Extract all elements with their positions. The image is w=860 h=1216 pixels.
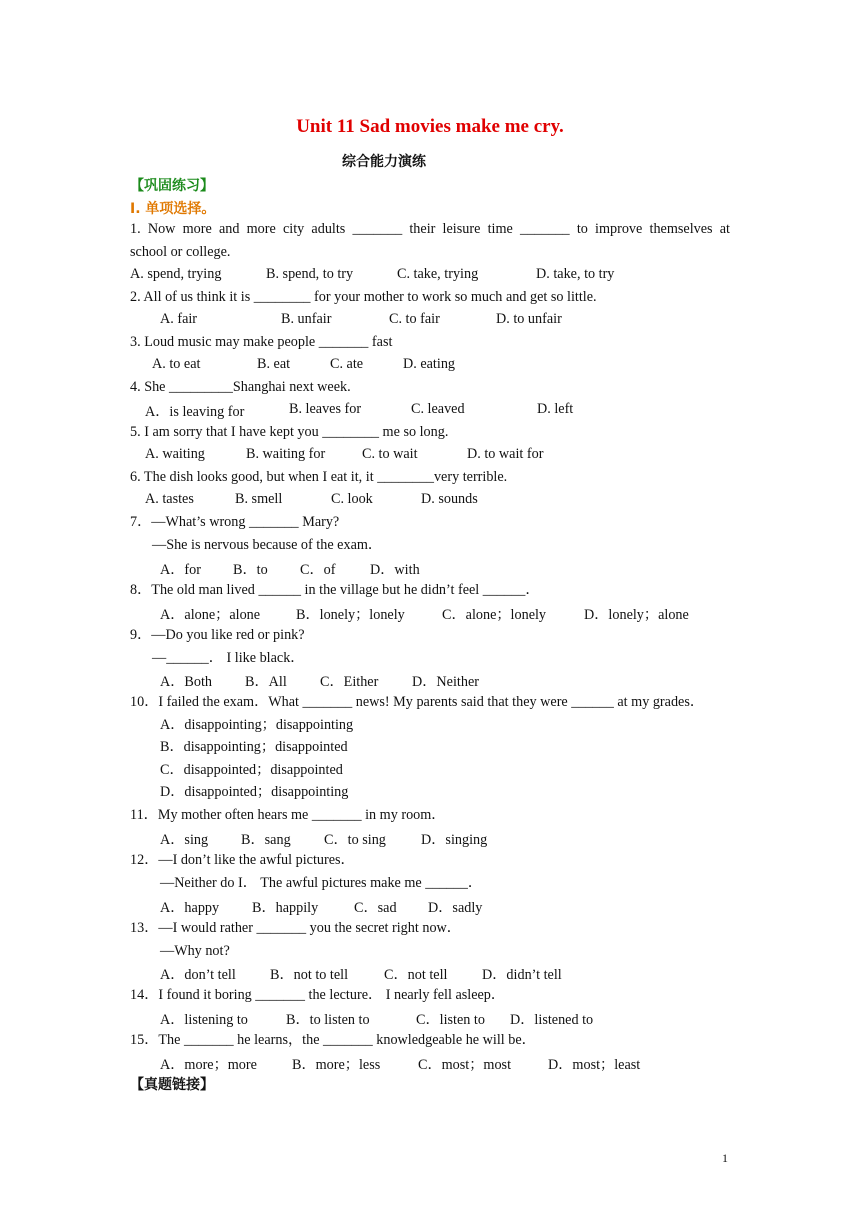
option-a: A. to eat: [152, 356, 201, 372]
option-b: B. unfair: [281, 311, 332, 327]
option-b: B．sang: [241, 832, 291, 848]
option-c: C．sad: [354, 900, 397, 916]
option-a: A．listening to: [160, 1012, 248, 1028]
option-a: A．Both: [160, 674, 213, 690]
option-d: D. to wait for: [467, 446, 544, 462]
question-7-stem-cont: —She is nervous because of the exam．: [152, 537, 383, 553]
option-b: B. waiting for: [246, 446, 326, 462]
option-d: D．listened to: [510, 1012, 594, 1028]
option-a: A. tastes: [145, 491, 194, 507]
option-a: A．don’t tell: [160, 967, 236, 983]
option-d: D. eating: [403, 356, 456, 372]
option-a: A. fair: [160, 311, 198, 327]
question-12-stem: 12．—I don’t like the awful pictures．: [130, 852, 355, 868]
part-heading-multiple-choice: Ⅰ. 单项选择。: [130, 201, 216, 217]
option-c: C．of: [300, 562, 336, 578]
question-1-stem-cont: school or college.: [130, 244, 231, 260]
option-a: A．is leaving for: [145, 404, 245, 420]
question-8-stem: 8．The old man lived ______ in the village but he didn’t feel ______．: [130, 582, 540, 598]
option-d: D．didn’t tell: [482, 967, 562, 983]
option-a: A．for: [160, 562, 201, 578]
question-2-stem: 2. All of us think it is ________ for your mother to work so much and get so little.: [130, 289, 597, 305]
question-15-stem: 15．The _______ he learns，the _______ knowledgeable he will be．: [130, 1032, 536, 1048]
option-c: C．to sing: [324, 832, 386, 848]
option-d: D. left: [537, 401, 574, 417]
question-13-stem: 13．—I would rather _______ you the secret right now．: [130, 920, 461, 936]
option-a: A．sing: [160, 832, 209, 848]
option-c: C. take, trying: [397, 266, 479, 282]
question-10-option-b: B．disappointing；disappointed: [160, 739, 348, 755]
option-c: C. ate: [330, 356, 364, 372]
option-c: C. leaved: [411, 401, 465, 417]
option-b: B．to listen to: [286, 1012, 370, 1028]
question-11-stem: 11．My mother often hears me _______ in my room．: [130, 807, 446, 823]
page-title: Unit 11 Sad movies make me cry.: [296, 116, 564, 137]
option-a: A. waiting: [145, 446, 205, 462]
option-c: C. to wait: [362, 446, 418, 462]
option-c: C．not tell: [384, 967, 448, 983]
option-d: D. to unfair: [496, 311, 562, 327]
option-a: A．alone；alone: [160, 607, 261, 623]
option-d: D．with: [370, 562, 420, 578]
option-b: B. eat: [257, 356, 291, 372]
option-b: B．to: [233, 562, 268, 578]
option-b: B．not to tell: [270, 967, 349, 983]
question-10-option-a: A．disappointing；disappointing: [160, 717, 354, 733]
question-6-stem: 6. The dish looks good, but when I eat it, it ________very terrible.: [130, 469, 508, 485]
option-a: A．more；more: [160, 1057, 257, 1073]
option-d: D．singing: [421, 832, 488, 848]
option-d: D．lonely；alone: [584, 607, 689, 623]
question-13-stem-cont: —Why not?: [160, 943, 230, 959]
option-c: C．listen to: [416, 1012, 485, 1028]
question-4-stem: 4. She _________Shanghai next week.: [130, 379, 351, 395]
option-d: D．sadly: [428, 900, 483, 916]
option-d: D．Neither: [412, 674, 479, 690]
question-3-stem: 3. Loud music may make people _______ fast: [130, 334, 393, 350]
section-heading-exam-links: 【真题链接】: [130, 1077, 214, 1093]
page-number: 1: [722, 1151, 728, 1165]
question-5-stem: 5. I am sorry that I have kept you ________ me so long.: [130, 424, 449, 440]
option-d: D. take, to try: [536, 266, 615, 282]
question-10-stem: 10．I failed the exam．What _______ news! My parents said that they were ______ at my grades．: [130, 694, 705, 710]
option-b: B. smell: [235, 491, 283, 507]
question-10-option-c: C．disappointed；disappointed: [160, 762, 343, 778]
option-b: B．lonely；lonely: [296, 607, 405, 623]
question-1-stem: 1. Now more and more city adults _______ their leisure time _______ to improve themselves at: [130, 221, 730, 237]
option-c: C. look: [331, 491, 373, 507]
option-b: B．more；less: [292, 1057, 381, 1073]
option-b: B. leaves for: [289, 401, 362, 417]
option-a: A．happy: [160, 900, 220, 916]
option-b: B．All: [245, 674, 287, 690]
section-heading-practice: 【巩固练习】: [130, 178, 214, 194]
option-d: D. sounds: [421, 491, 478, 507]
question-9-stem-cont: —______． I like black．: [152, 650, 305, 666]
question-12-stem-cont: —Neither do I． The awful pictures make me ______．: [160, 875, 483, 891]
page-subtitle: 综合能力演练: [342, 154, 426, 170]
option-b: B. spend, to try: [266, 266, 354, 282]
question-14-stem: 14．I found it boring _______ the lecture． I nearly fell asleep．: [130, 987, 506, 1003]
option-a: A. spend, trying: [130, 266, 222, 282]
question-7-stem: 7．—What’s wrong _______ Mary?: [130, 514, 340, 530]
question-10-option-d: D．disappointed；disappointing: [160, 784, 349, 800]
option-d: D．most；least: [548, 1057, 641, 1073]
option-c: C．most；most: [418, 1057, 512, 1073]
option-c: C．Either: [320, 674, 379, 690]
question-9-stem: 9．—Do you like red or pink?: [130, 627, 305, 643]
option-b: B．happily: [252, 900, 319, 916]
option-c: C．alone；lonely: [442, 607, 547, 623]
option-c: C. to fair: [389, 311, 440, 327]
